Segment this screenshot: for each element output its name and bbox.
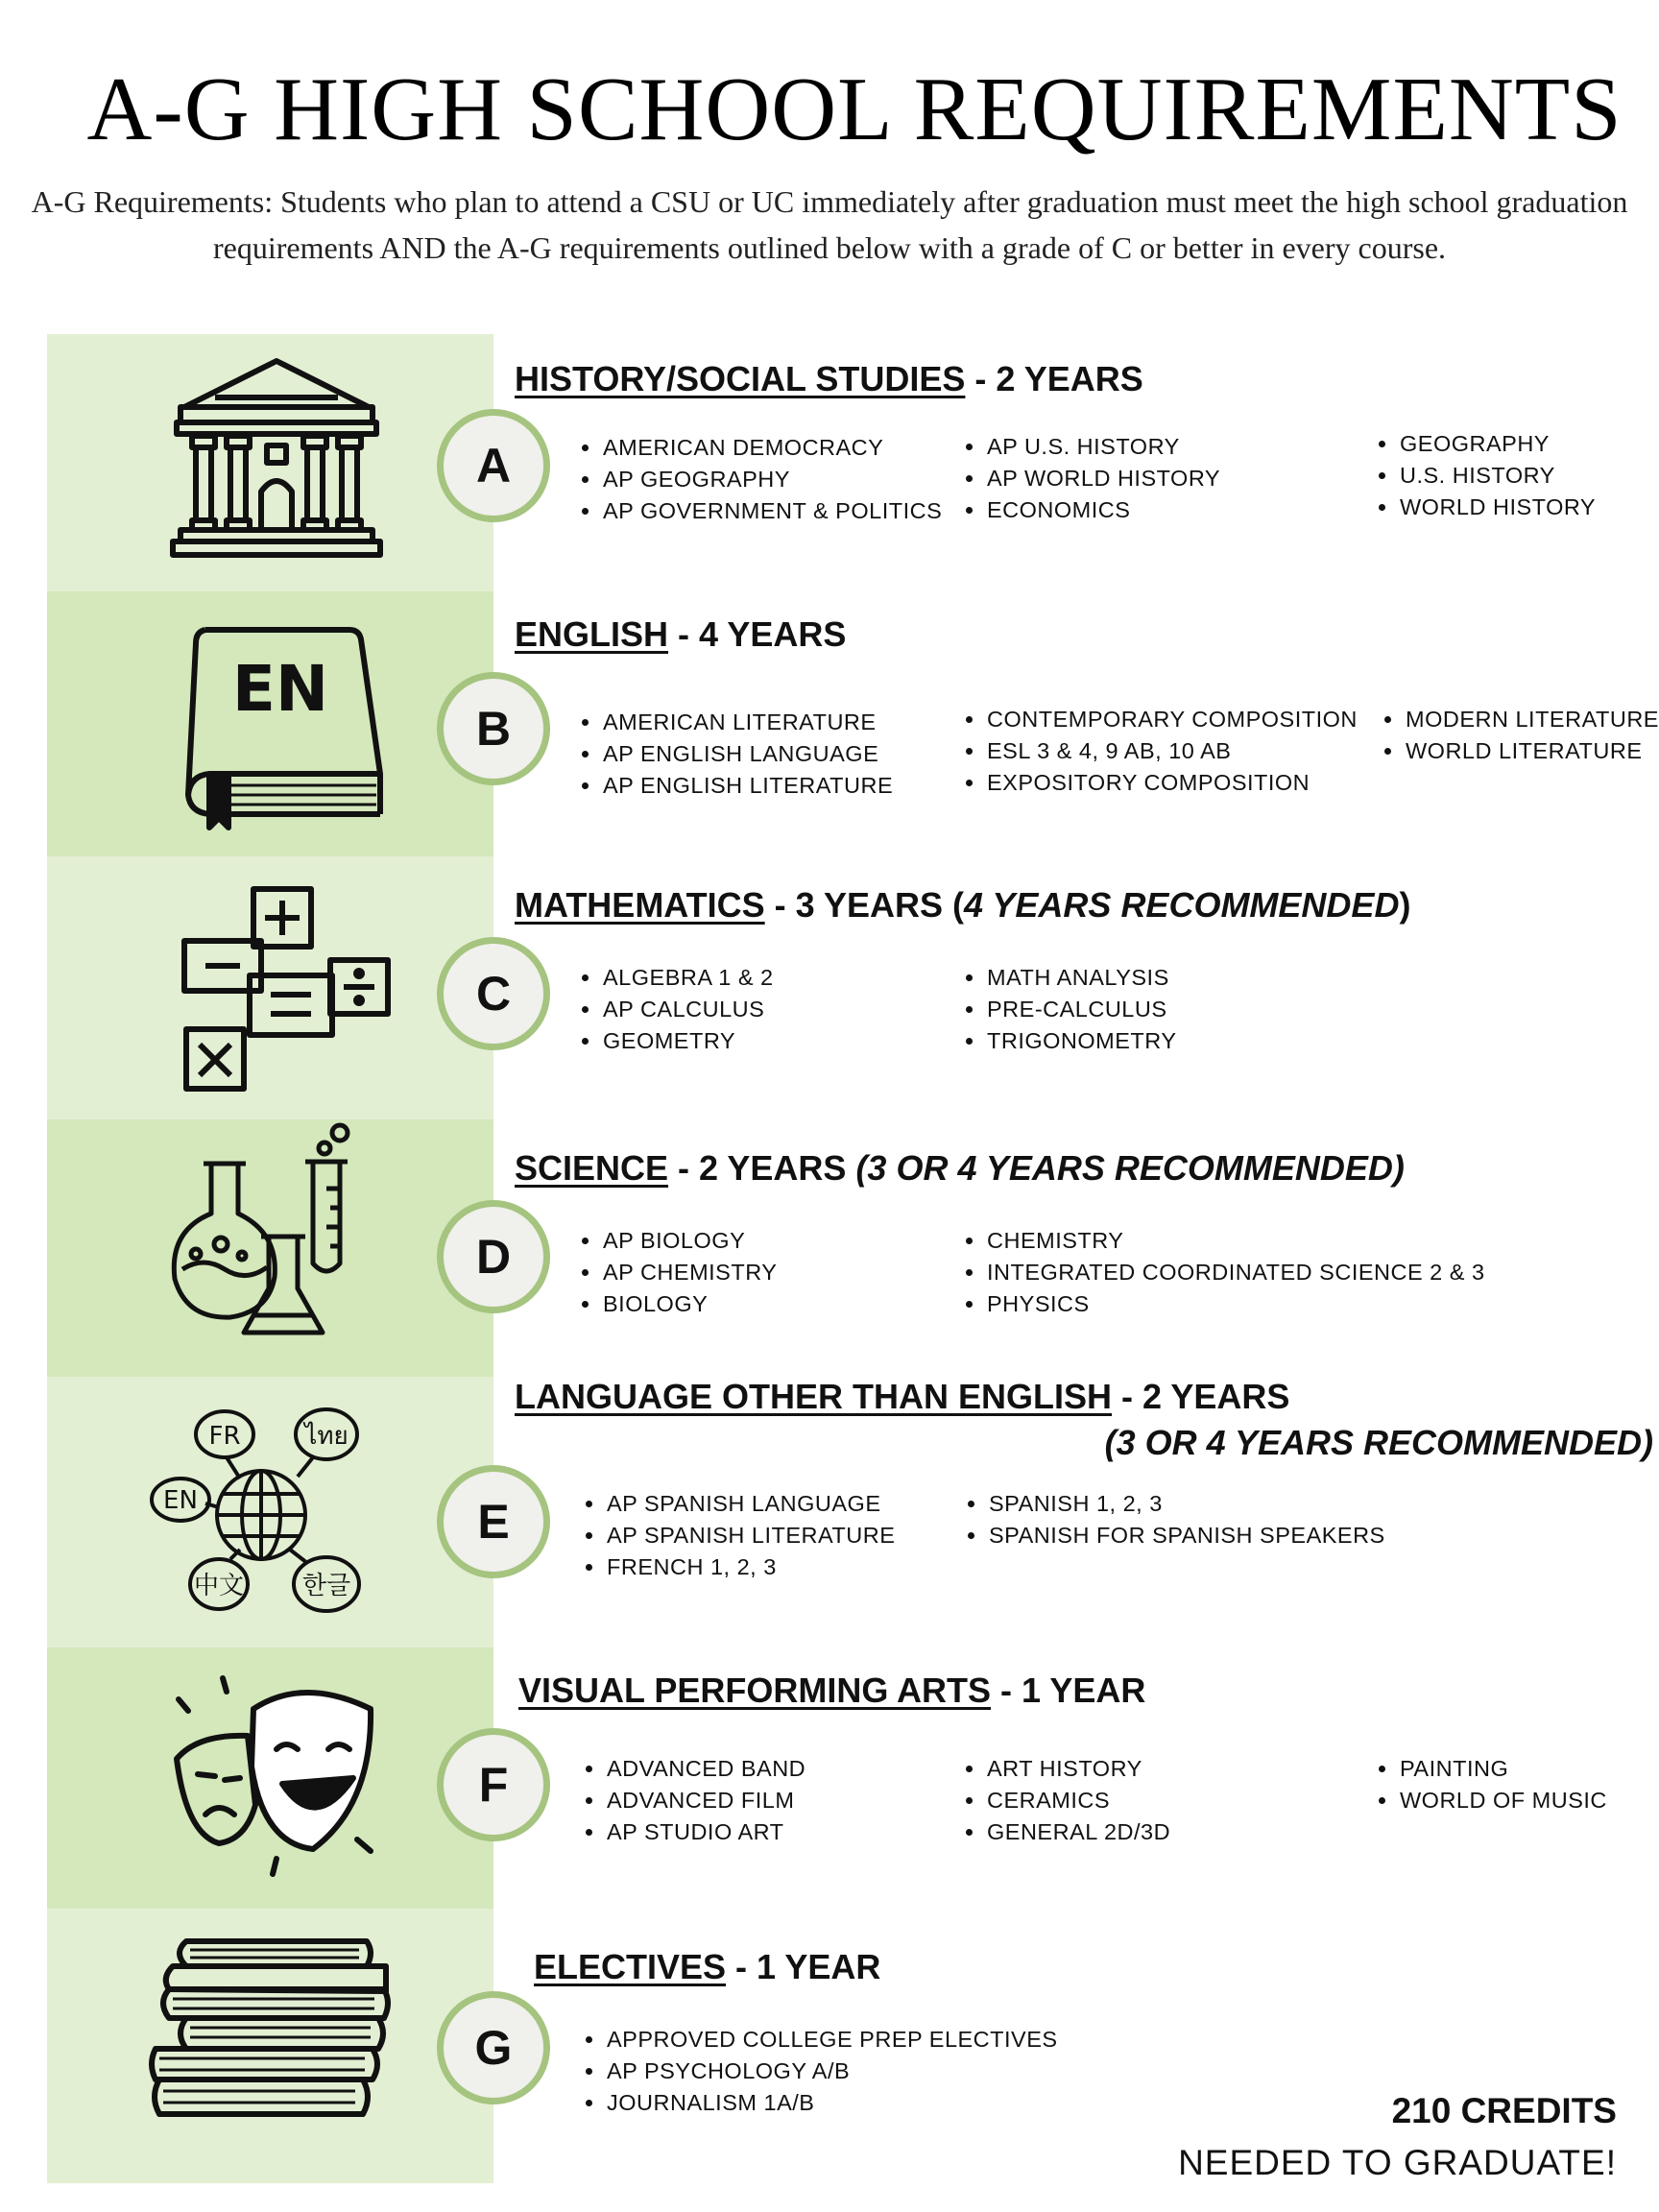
world-languages-icon <box>146 1400 376 1635</box>
list-item: CHEMISTRY <box>964 1225 1485 1257</box>
section-heading-b <box>515 614 846 655</box>
letter-circle-d: D <box>437 1200 550 1313</box>
list-item: FRENCH 1, 2, 3 <box>584 1551 895 1583</box>
list-item: WORLD HISTORY <box>1377 492 1596 523</box>
book-label: EN <box>231 652 329 726</box>
letter-circle-g: G <box>437 1991 550 2104</box>
course-list-e1 <box>584 1488 895 1583</box>
recommended-label: (3 OR 4 YEARS RECOMMENDED) <box>855 1148 1405 1188</box>
list-item: ALGEBRA 1 & 2 <box>580 962 774 994</box>
course-list-d1 <box>580 1225 777 1320</box>
list-item: PRE-CALCULUS <box>964 994 1177 1025</box>
building-columns-icon <box>171 357 382 573</box>
list-item: WORLD OF MUSIC <box>1377 1785 1607 1816</box>
section-heading-d <box>515 1148 1405 1189</box>
list-item: EXPOSITORY COMPOSITION <box>964 767 1358 799</box>
course-list-b3 <box>1382 704 1659 767</box>
lang-label-ko: 한글 <box>301 1572 351 1600</box>
list-item: AP SPANISH LITERATURE <box>584 1520 895 1551</box>
list-item: AP BIOLOGY <box>580 1225 777 1257</box>
section-heading-a <box>515 359 1143 399</box>
list-item: AP GOVERNMENT & POLITICS <box>580 495 942 527</box>
list-item: CONTEMPORARY COMPOSITION <box>964 704 1358 735</box>
section-heading-c <box>515 885 1410 926</box>
recommended-label: (3 OR 4 YEARS RECOMMENDED) <box>1104 1423 1653 1462</box>
list-item: ESL 3 & 4, 9 AB, 10 AB <box>964 735 1358 767</box>
list-item: TRIGONOMETRY <box>964 1025 1177 1057</box>
list-item: AP PSYCHOLOGY A/B <box>584 2056 1058 2087</box>
list-item: JOURNALISM 1A/B <box>584 2087 1058 2119</box>
course-list-b2 <box>964 704 1358 799</box>
years-label: - 1 YEAR <box>726 1947 881 1986</box>
credits-caption: NEEDED TO GRADUATE! <box>1178 2143 1617 2182</box>
section-heading-f <box>518 1671 1145 1711</box>
letter-circle-c: C <box>437 937 550 1050</box>
list-item: BIOLOGY <box>580 1288 777 1320</box>
list-item: AMERICAN DEMOCRACY <box>580 432 942 464</box>
list-item: AP SPANISH LANGUAGE <box>584 1488 895 1520</box>
letter-circle-a: A <box>437 409 550 522</box>
course-list-a2 <box>964 431 1220 526</box>
list-item: CERAMICS <box>964 1785 1170 1816</box>
math-operators-icon <box>179 883 390 1099</box>
list-item: AP U.S. HISTORY <box>964 431 1220 463</box>
list-item: AP GEOGRAPHY <box>580 464 942 495</box>
intro-paragraph: A-G Requirements: Students who plan to attend a CSU or UC immediately after graduation must meet the high school graduation requirements AND the A-G requirements outlined below with a grade of C or better in every course. <box>31 184 1628 265</box>
lang-label-en: EN <box>163 1486 198 1515</box>
section-heading-g <box>534 1947 880 1987</box>
list-item: AP ENGLISH LITERATURE <box>580 770 893 802</box>
list-item: AMERICAN LITERATURE <box>580 707 893 738</box>
list-item: INTEGRATED COORDINATED SCIENCE 2 & 3 <box>964 1257 1485 1288</box>
section-heading-e-line2 <box>1105 1423 1653 1463</box>
page-title: A-G HIGH SCHOOL REQUIREMENTS <box>86 60 1623 159</box>
course-list-d2 <box>964 1225 1485 1320</box>
subject-label: VISUAL PERFORMING ARTS <box>518 1671 992 1710</box>
lang-label-fr: FR <box>208 1422 241 1451</box>
recommended-label: 4 YEARS RECOMMENDED <box>964 885 1400 925</box>
list-item: GEOGRAPHY <box>1377 428 1596 460</box>
lang-label-th: ไทย <box>304 1422 349 1451</box>
list-item: ADVANCED BAND <box>584 1753 805 1785</box>
list-item: ART HISTORY <box>964 1753 1170 1785</box>
course-list-a1 <box>580 432 942 527</box>
letter-circle-e: E <box>437 1465 550 1578</box>
subject-label: LANGUAGE OTHER THAN ENGLISH <box>515 1377 1113 1416</box>
lab-flasks-icon <box>161 1135 373 1351</box>
book-stack-icon <box>148 1936 401 2152</box>
list-item: PHYSICS <box>964 1288 1485 1320</box>
list-item: SPANISH 1, 2, 3 <box>966 1488 1385 1520</box>
section-heading-e <box>515 1377 1289 1417</box>
theater-masks-icon <box>169 1671 380 1887</box>
course-list-a3 <box>1377 428 1596 523</box>
course-list-g1 <box>584 2024 1058 2119</box>
subject-label: MATHEMATICS <box>515 885 765 925</box>
list-item: U.S. HISTORY <box>1377 460 1596 492</box>
subject-label: ENGLISH <box>515 614 669 654</box>
years-label: - 2 YEARS <box>965 359 1143 398</box>
list-item: AP WORLD HISTORY <box>964 463 1220 494</box>
list-item: APPROVED COLLEGE PREP ELECTIVES <box>584 2024 1058 2056</box>
letter-circle-b: B <box>437 672 550 785</box>
list-item: AP CHEMISTRY <box>580 1257 777 1288</box>
years-label: - 2 YEARS <box>668 1148 856 1188</box>
list-item: ADVANCED FILM <box>584 1785 805 1816</box>
list-item: MATH ANALYSIS <box>964 962 1177 994</box>
list-item: PAINTING <box>1377 1753 1607 1785</box>
course-list-c2 <box>964 962 1177 1057</box>
course-list-f1 <box>584 1753 805 1848</box>
course-list-c1 <box>580 962 774 1057</box>
list-item: GENERAL 2D/3D <box>964 1816 1170 1848</box>
list-item: GEOMETRY <box>580 1025 774 1057</box>
list-item: AP CALCULUS <box>580 994 774 1025</box>
subject-label: SCIENCE <box>515 1148 669 1188</box>
course-list-f3 <box>1377 1753 1607 1816</box>
list-item: SPANISH FOR SPANISH SPEAKERS <box>966 1520 1385 1551</box>
list-item: AP ENGLISH LANGUAGE <box>580 738 893 770</box>
letter-circle-f: F <box>437 1728 550 1841</box>
english-book-icon <box>180 622 386 838</box>
subject-label: ELECTIVES <box>534 1947 727 1986</box>
list-item: ECONOMICS <box>964 494 1220 526</box>
subject-label: HISTORY/SOCIAL STUDIES <box>515 359 966 398</box>
years-label: - 3 YEARS ( <box>764 885 965 925</box>
list-item: WORLD LITERATURE <box>1382 735 1659 767</box>
course-list-e2 <box>966 1488 1385 1551</box>
course-list-b1 <box>580 707 893 802</box>
tail-label: ) <box>1399 885 1411 925</box>
years-label: - 1 YEAR <box>991 1671 1146 1710</box>
credits-total: 210 CREDITS <box>1391 2091 1617 2130</box>
course-list-f2 <box>964 1753 1170 1848</box>
list-item: MODERN LITERATURE <box>1382 704 1659 735</box>
years-label: - 4 YEARS <box>668 614 847 654</box>
lang-label-zh: 中文 <box>193 1572 245 1600</box>
years-label: - 2 YEARS <box>1112 1377 1290 1416</box>
list-item: AP STUDIO ART <box>584 1816 805 1848</box>
